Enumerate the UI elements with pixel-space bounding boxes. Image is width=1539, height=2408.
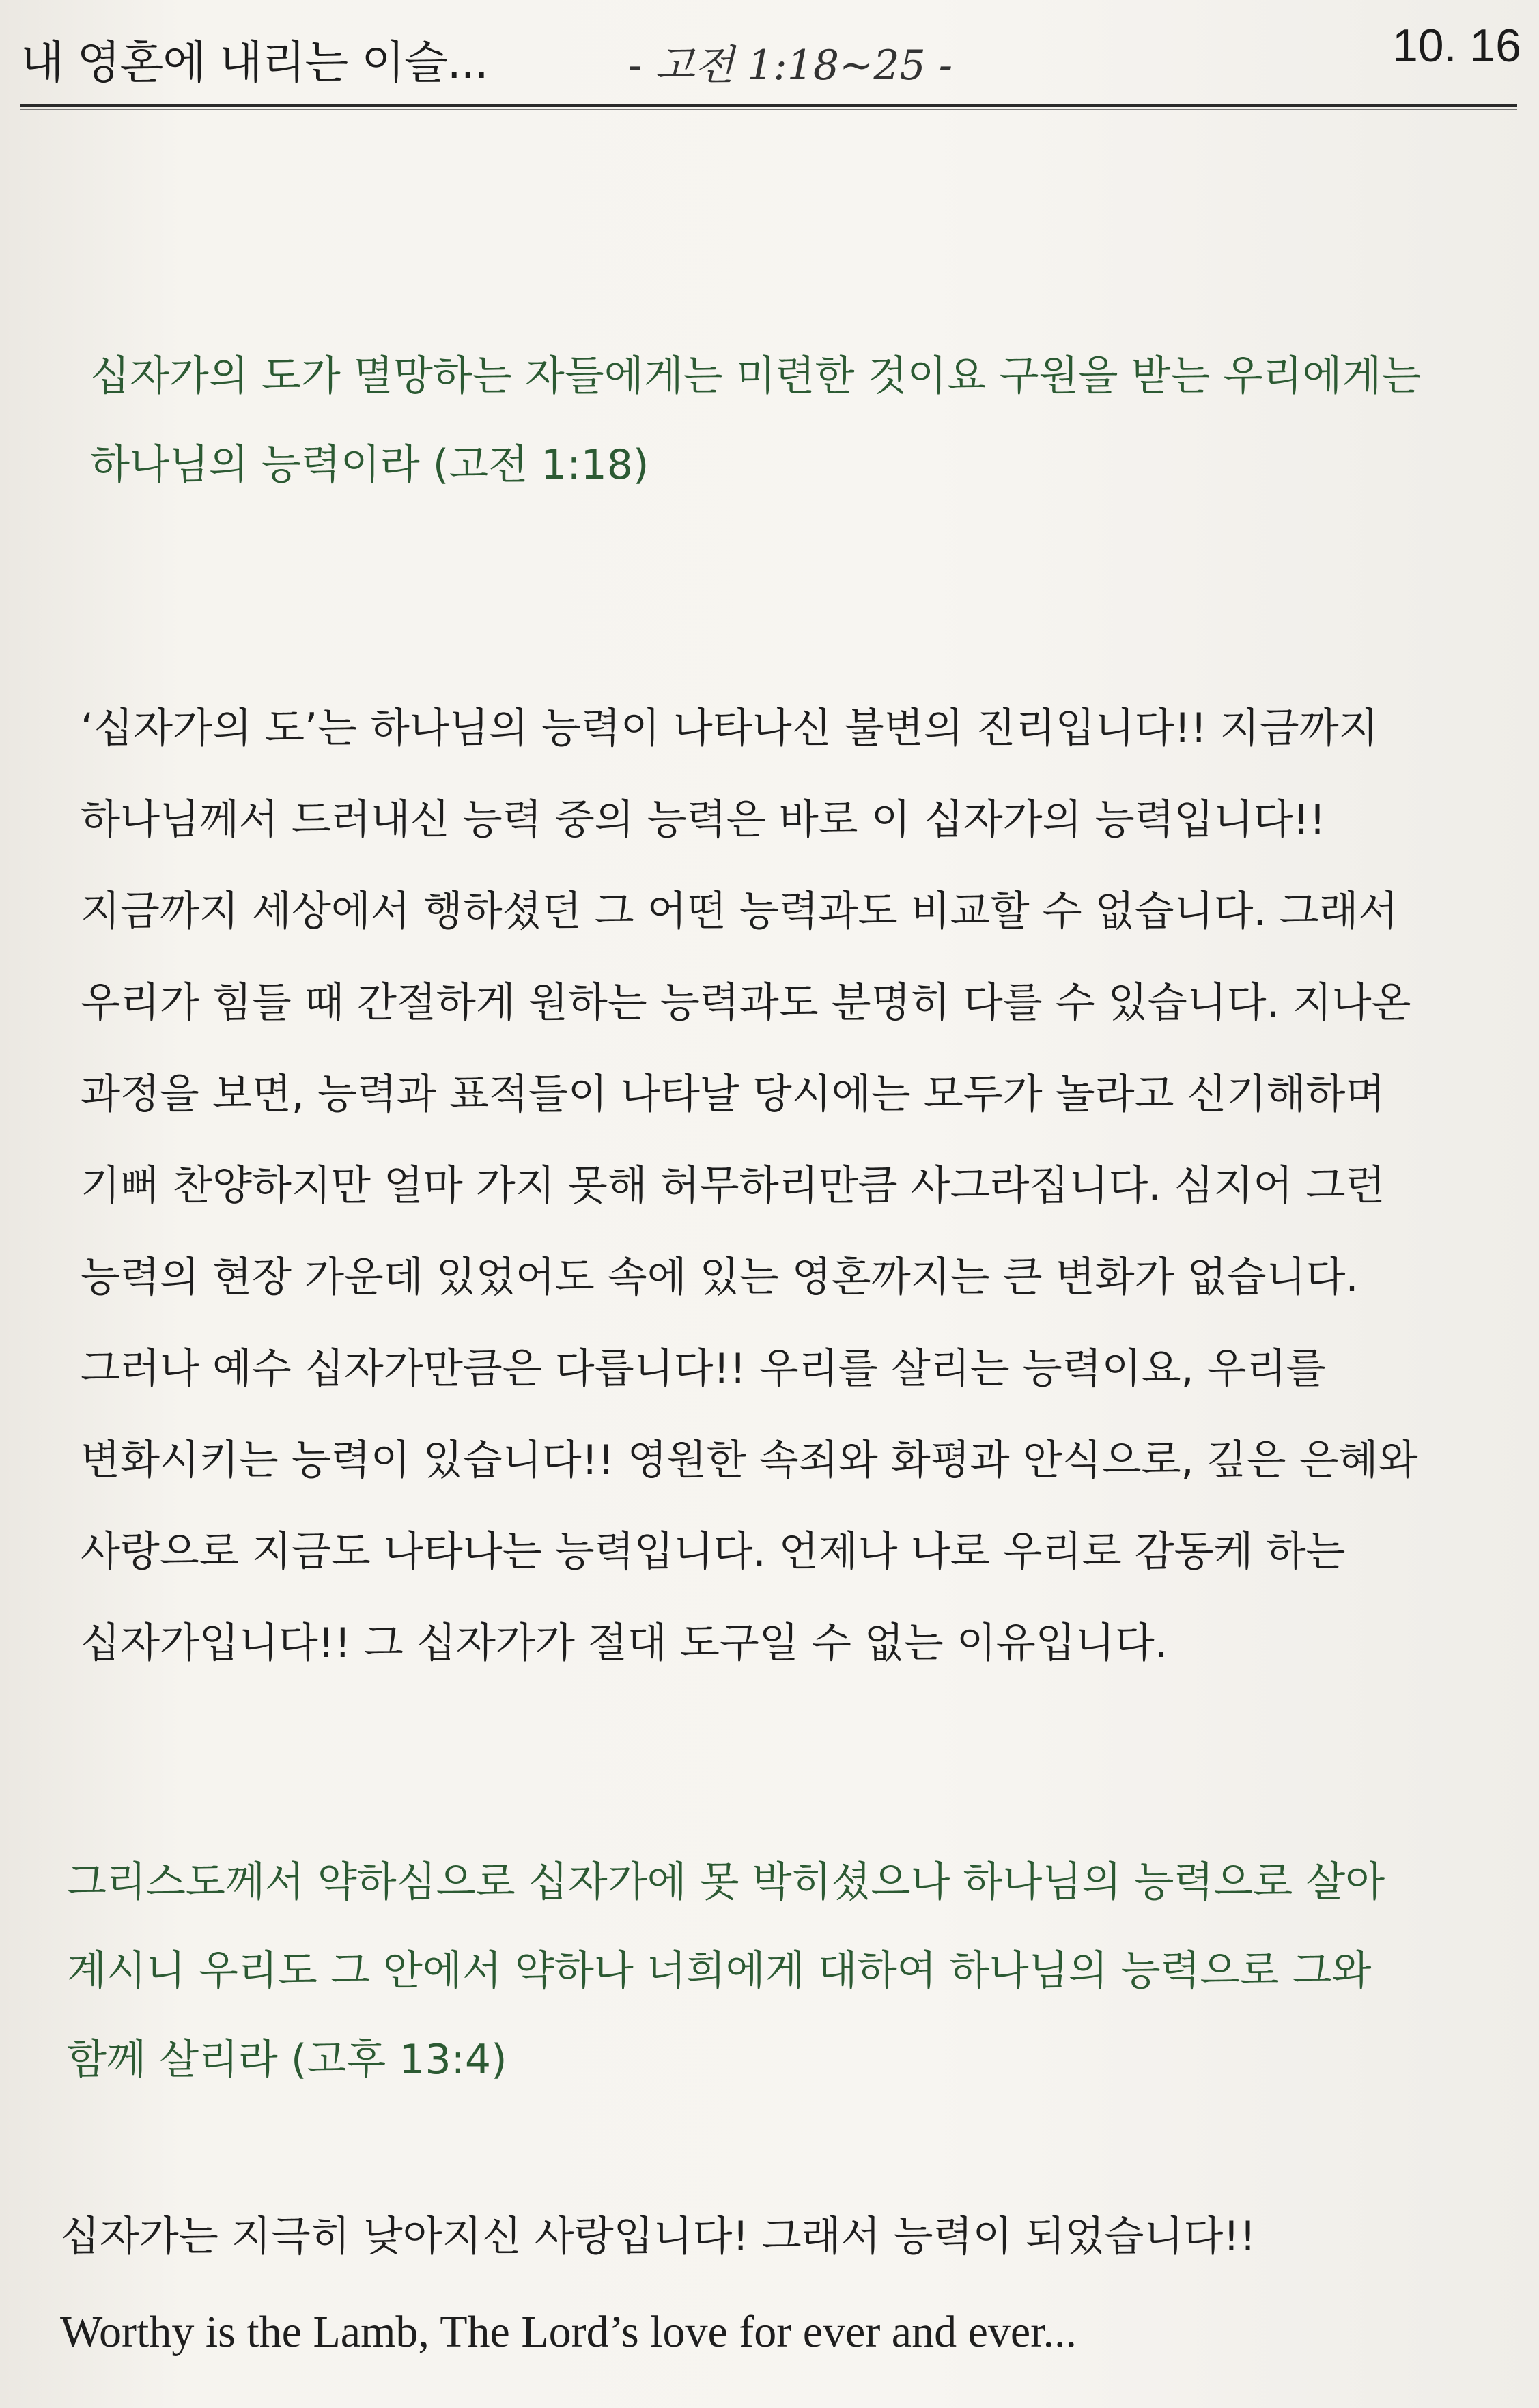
body-line: 기뻐 찬양하지만 얼마 가지 못해 허무하리만큼 사그라집니다. 심지어 그런 [81,1162,1385,1210]
body-line: 십자가입니다!! 그 십자가가 절대 도구일 수 없는 이유입니다. [81,1619,1168,1667]
body-line: 과정을 보면, 능력과 표적들이 나타날 당시에는 모두가 놀라고 신기해하며 [81,1071,1385,1118]
book-title: 내 영혼에 내리는 이슬... [20,36,488,89]
body-line: ‘십자가의 도’는 하나님의 능력이 나타나신 불변의 진리입니다!! 지금까지 [81,705,1379,752]
verse-line: 계시니 우리도 그 안에서 약하나 너희에게 대하여 하나님의 능력으로 그와 [67,1947,1372,1995]
verse-line: 하나님의 능력이라 (고전 1:18) [90,441,649,489]
meditation-body [81,683,1418,1689]
header-rule-thin [20,109,1517,110]
body-line: 하나님께서 드러내신 능력 중의 능력은 바로 이 십자가의 능력입니다!! [81,796,1326,844]
page-header [20,14,1523,109]
body-line: 능력의 현장 가운데 있었어도 속에 있는 영혼까지는 큰 변화가 없습니다. [81,1253,1359,1301]
opening-verse [90,332,1421,509]
page-date: 10. 16 [1392,20,1521,72]
verse-line: 그리스도께서 약하심으로 십자가에 못 박히셨으나 하나님의 능력으로 살아 [67,1858,1385,1906]
body-line: 변화시키는 능력이 있습니다!! 영원한 속죄와 화평과 안식으로, 깊은 은혜와 [81,1436,1418,1484]
scripture-reference: - 고전 1:18~25 - [628,42,953,89]
body-line: 그러나 예수 십자가만큼은 다릅니다!! 우리를 살리는 능력이요, 우리를 [81,1345,1326,1393]
body-line: 우리가 힘들 때 간절하게 원하는 능력과도 분명히 다를 수 있습니다. 지나온 [81,979,1411,1027]
body-line: 지금까지 세상에서 행하셨던 그 어떤 능력과도 비교할 수 없습니다. 그래서 [81,888,1398,935]
closing-english: Worthy is the Lamb, The Lord’s love for ever and ever... [60,2307,1077,2357]
closing-statement [60,2189,1256,2380]
header-rule [20,104,1517,107]
body-line: 사랑으로 지금도 나타나는 능력입니다. 언제나 나로 우리로 감동케 하는 [81,1528,1346,1576]
closing-verse [67,1838,1385,2104]
closing-korean: 십자가는 지극히 낮아지신 사랑입니다! 그래서 능력이 되었습니다!! [60,2213,1256,2261]
verse-line: 십자가의 도가 멸망하는 자들에게는 미련한 것이요 구원을 받는 우리에게는 [90,352,1422,400]
verse-line: 함께 살리라 (고후 13:4) [67,2036,507,2084]
